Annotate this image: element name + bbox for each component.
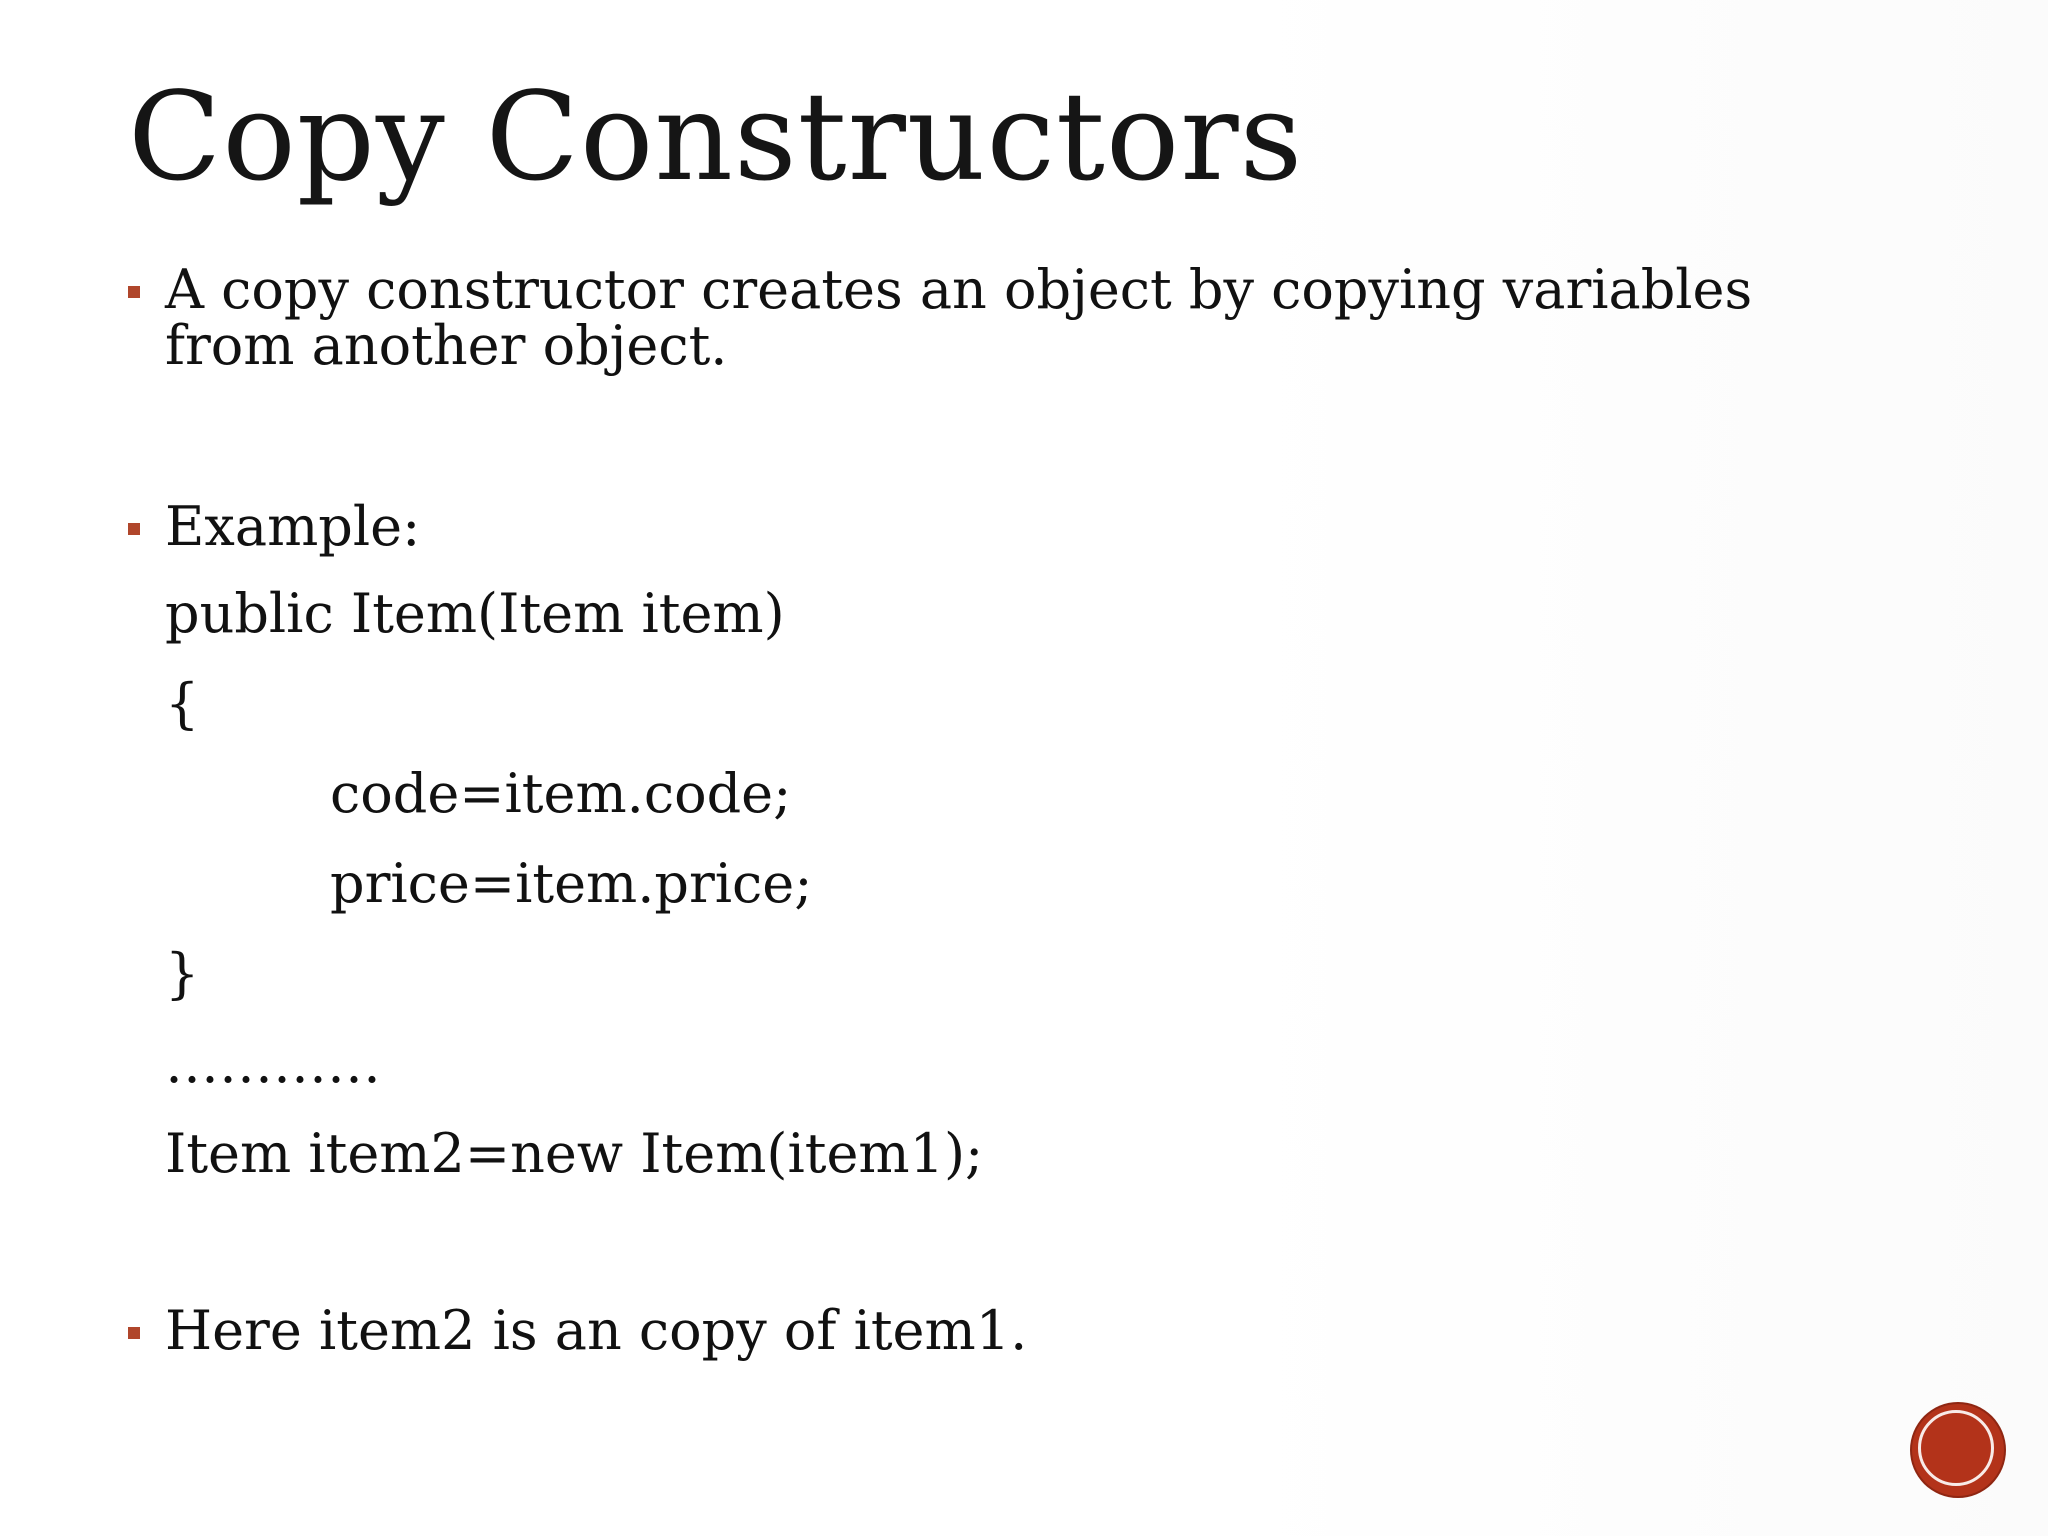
code-line: ………… bbox=[165, 1032, 381, 1095]
bullet-marker bbox=[128, 286, 140, 298]
code-line: } bbox=[165, 942, 200, 1005]
bullet-line: from another object. bbox=[165, 314, 728, 377]
code-line: price=item.price; bbox=[330, 852, 813, 915]
code-line: public Item(Item item) bbox=[165, 582, 785, 645]
code-line: Item item2=new Item(item1); bbox=[165, 1122, 984, 1185]
bullet-line: A copy constructor creates an object by copying variables bbox=[165, 258, 1753, 321]
code-line: code=item.code; bbox=[330, 762, 792, 825]
bullet-text-example: Example: bbox=[165, 495, 421, 558]
next-slide-button[interactable] bbox=[1912, 1404, 2004, 1496]
circle-icon bbox=[1918, 1410, 1994, 1486]
bullet-text-definition bbox=[165, 258, 1753, 377]
code-line: { bbox=[165, 672, 200, 735]
slide-title: Copy Constructors bbox=[128, 66, 1304, 208]
bullet-marker bbox=[128, 1327, 140, 1339]
bullet-text-conclusion: Here item2 is an copy of item1. bbox=[165, 1299, 1028, 1362]
bullet-marker bbox=[128, 523, 140, 535]
